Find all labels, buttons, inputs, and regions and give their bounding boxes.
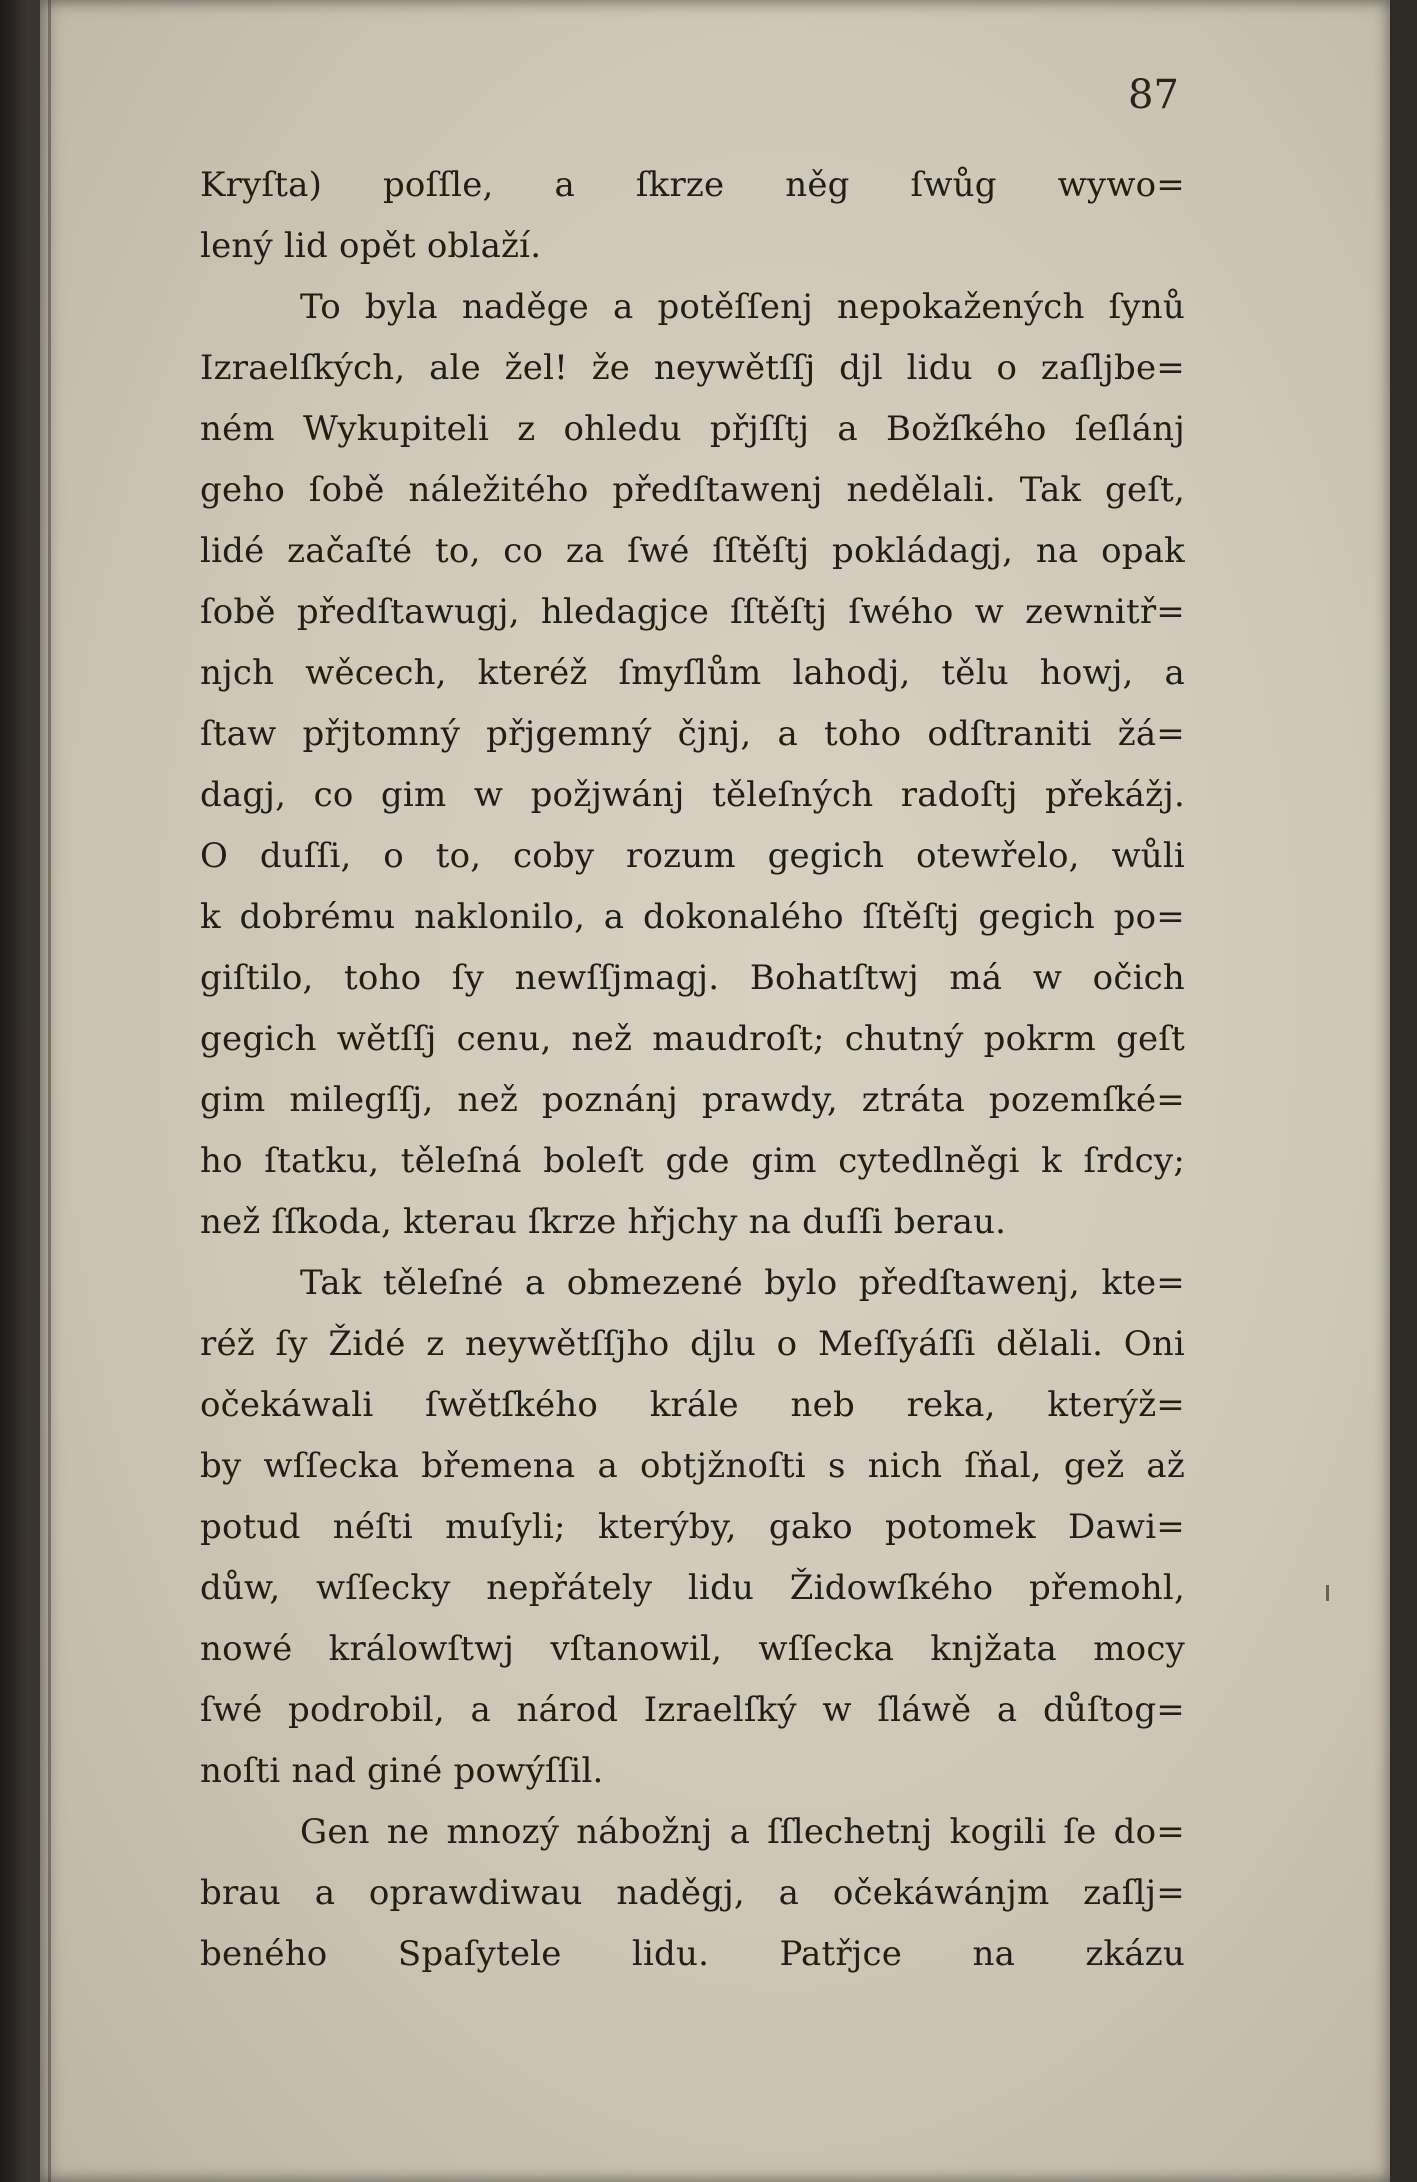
text-line: ſtaw přjtomný přjgemný čjnj, a toho odſtraniti žá= [200,714,1185,754]
text-line: dagj, co gim w požjwánj těleſných radoſtj překážj. [200,775,1185,815]
text-line: ſwé podrobil, a národ Izraelſký w ſláwě a důſtog= [200,1690,1185,1730]
text-line: ném Wykupiteli z ohledu přjſſtj a Božſkého ſeſlánj [200,409,1185,449]
text-line: giſtilo, toho ſy newſſjmagj. Bohatſtwj má w očich [200,958,1185,998]
text-line: by wſſecka břemena a obtjžnoſti s nich ſňal, gež až [200,1446,1185,1486]
text-line: noſti nad giné powýſſil. [200,1751,604,1791]
text-line: Izraelſkých, ale žel! že neywětſſj djl lidu o zaſljbe= [200,348,1185,388]
text-line: očekáwali ſwětſkého krále neb reka, kterýž= [200,1385,1185,1425]
text-line: k dobrému naklonilo, a dokonalého ſſtěſtj gegich po= [200,897,1185,937]
text-line: důw, wſſecky nepřátely lidu Židowſkého přemohl, [200,1568,1185,1608]
text-line: To byla naděge a potěſſenj nepokažených ſynů [300,287,1185,327]
text-line: brau a oprawdiwau naděgj, a očekáwánjm zaſlj= [200,1873,1185,1913]
text-line: Gen ne mnozý nábožnj a ſſlechetnj kogili ſe do= [300,1812,1185,1852]
text-line: njch wěcech, kteréž ſmyſlům lahodj, tělu howj, a [200,653,1185,693]
text-line: nowé králowſtwj vſtanowil, wſſecka knjžata mocy [200,1629,1185,1669]
text-line: lený lid opět oblaží. [200,226,542,266]
text-line: O duſſi, o to, coby rozum gegich otewřelo, wůli [200,836,1185,876]
text-line: ſobě předſtawugj, hledagjce ſſtěſtj ſwého w zewnitř= [200,592,1185,632]
text-line: geho ſobě náležitého předſtawenj nedělali. Tak geſt, [200,470,1185,510]
page-gutter-line [48,0,51,2182]
text-line: gegich wětſſj cenu, než maudroſt; chutný pokrm geſt [200,1019,1185,1059]
text-line: lidé začaſté to, co za ſwé ſſtěſtj pokládagj, na opak [200,531,1185,571]
text-line: potud néſti muſyli; kterýby, gako potomek Dawi= [200,1507,1185,1547]
text-line: než ſſkoda, kterau ſkrze hřjchy na duſſi berau. [200,1202,1007,1242]
margin-mark [1326,1585,1329,1601]
text-line: Kryſta) poſſle, a ſkrze něg ſwůg wywo= [200,165,1185,205]
text-line: beného Spaſytele lidu. Patřjce na zkázu [200,1934,1185,1974]
text-line: gim milegſſj, než poznánj prawdy, ztráta pozemſké= [200,1080,1185,1120]
text-line: Tak těleſné a obmezené bylo předſtawenj, kte= [300,1263,1185,1303]
page-number: 87 [1128,72,1179,118]
text-line: ho ſtatku, těleſná boleſt gde gim cytedlněgi k ſrdcy; [200,1141,1185,1181]
text-line: réž ſy Židé z neywětſſjho djlu o Meſſyáſſi dělali. Oni [200,1324,1185,1364]
body-text [200,155,1185,1985]
